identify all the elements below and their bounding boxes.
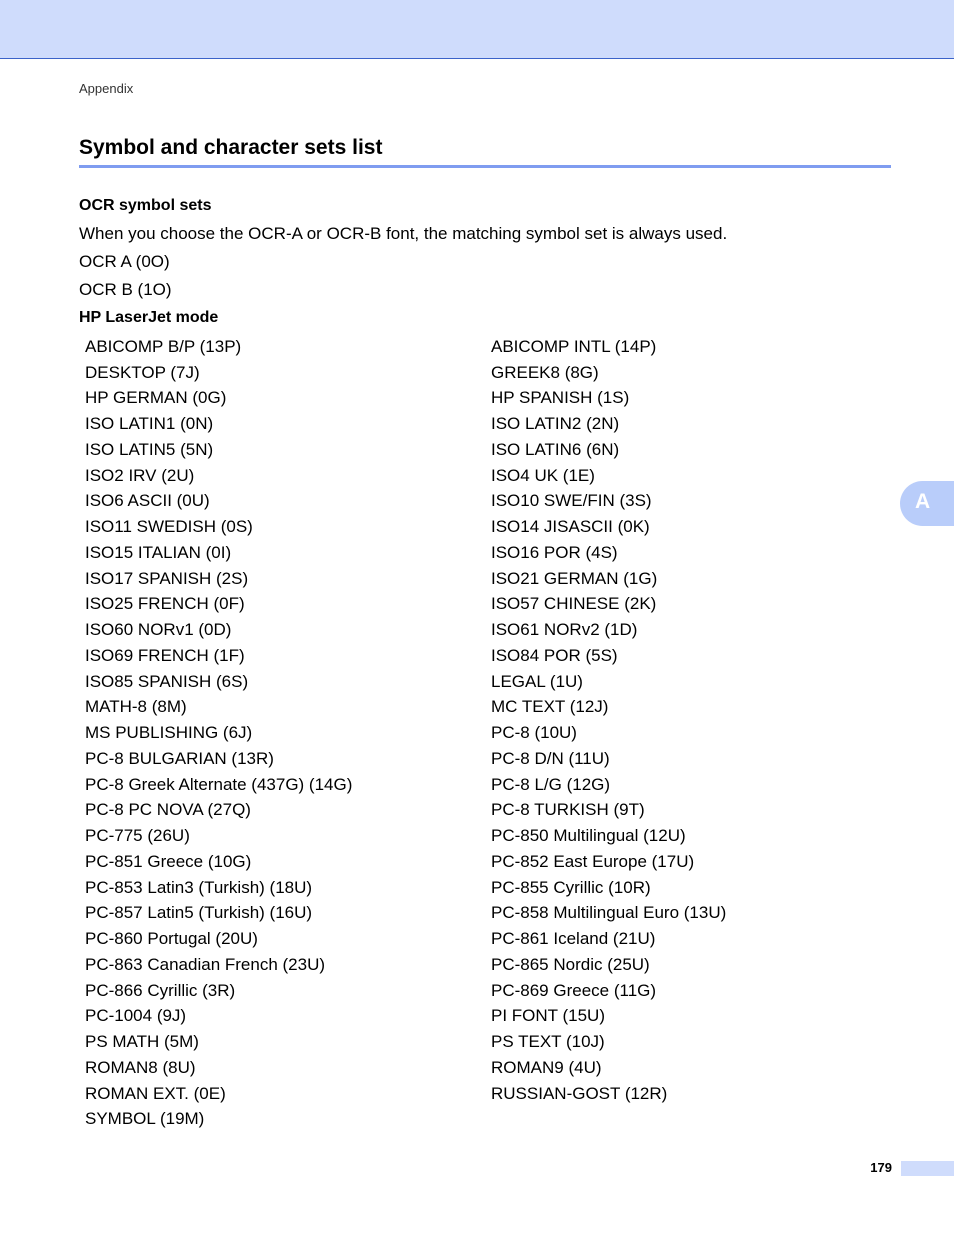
symbol-set-cell: PC-775 (26U) bbox=[85, 826, 190, 846]
symbol-set-cell: PC-1004 (9J) bbox=[85, 1006, 187, 1026]
page-title: Symbol and character sets list bbox=[79, 136, 383, 159]
symbol-set-cell: ROMAN8 (8U) bbox=[85, 1057, 196, 1077]
table-row bbox=[79, 926, 891, 952]
table-row bbox=[79, 875, 891, 901]
symbol-set-cell: PC-863 Canadian French (23U) bbox=[85, 954, 326, 974]
table-row bbox=[79, 617, 891, 643]
symbol-set-cell: ABICOMP B/P (13P) bbox=[85, 336, 242, 356]
page-number: 179 bbox=[870, 1160, 892, 1175]
symbol-set-cell: PC-853 Latin3 (Turkish) (18U) bbox=[85, 877, 313, 897]
symbol-set-cell: PC-8 L/G (12G) bbox=[491, 774, 611, 794]
table-row bbox=[79, 669, 891, 695]
symbol-set-cell: PS MATH (5M) bbox=[85, 1032, 199, 1052]
table-row bbox=[79, 489, 891, 515]
symbol-set-cell: RUSSIAN-GOST (12R) bbox=[491, 1083, 668, 1103]
table-row bbox=[79, 695, 891, 721]
table-row bbox=[79, 592, 891, 618]
symbol-set-cell: PI FONT (15U) bbox=[491, 1006, 605, 1026]
symbol-set-cell: ROMAN EXT. (0E) bbox=[85, 1083, 226, 1103]
symbol-set-cell: MS PUBLISHING (6J) bbox=[85, 723, 253, 743]
table-row bbox=[79, 823, 891, 849]
symbol-set-cell: ISO21 GERMAN (1G) bbox=[491, 568, 658, 588]
symbol-set-cell: ISO6 ASCII (0U) bbox=[85, 491, 210, 511]
table-row bbox=[79, 1004, 891, 1030]
symbol-set-cell: HP SPANISH (1S) bbox=[491, 388, 630, 408]
ocr-item: OCR B (1O) bbox=[79, 280, 172, 299]
symbol-set-cell: ISO25 FRENCH (0F) bbox=[85, 594, 245, 614]
symbol-set-cell: ISO61 NORv2 (1D) bbox=[491, 620, 638, 640]
table-row bbox=[79, 514, 891, 540]
table-row bbox=[79, 463, 891, 489]
symbol-set-cell: PC-8 (10U) bbox=[491, 723, 577, 743]
table-row bbox=[79, 411, 891, 437]
table-row bbox=[79, 720, 891, 746]
appendix-side-tab bbox=[900, 481, 954, 526]
symbol-set-cell: ISO85 SPANISH (6S) bbox=[85, 671, 249, 691]
table-row bbox=[79, 849, 891, 875]
symbol-set-cell: ISO57 CHINESE (2K) bbox=[491, 594, 657, 614]
table-row bbox=[79, 386, 891, 412]
symbol-set-cell: ISO LATIN6 (6N) bbox=[491, 439, 620, 459]
symbol-set-cell: PC-8 D/N (11U) bbox=[491, 748, 610, 768]
table-row bbox=[79, 566, 891, 592]
symbol-set-cell: PC-851 Greece (10G) bbox=[85, 851, 252, 871]
symbol-set-cell: MC TEXT (12J) bbox=[491, 697, 609, 717]
symbol-set-cell: ISO10 SWE/FIN (3S) bbox=[491, 491, 652, 511]
table-row bbox=[79, 798, 891, 824]
symbol-set-cell: ISO15 ITALIAN (0I) bbox=[85, 542, 232, 562]
symbol-set-cell: ISO2 IRV (2U) bbox=[85, 465, 195, 485]
header-band bbox=[0, 0, 954, 59]
table-row bbox=[79, 437, 891, 463]
page-number-bar bbox=[901, 1161, 954, 1176]
table-row bbox=[79, 746, 891, 772]
symbol-set-cell: PC-861 Iceland (21U) bbox=[491, 929, 656, 949]
ocr-heading: OCR symbol sets bbox=[79, 197, 212, 214]
symbol-set-cell: DESKTOP (7J) bbox=[85, 362, 200, 382]
table-row bbox=[79, 643, 891, 669]
table-row bbox=[79, 360, 891, 386]
symbol-set-cell: ISO16 POR (4S) bbox=[491, 542, 618, 562]
hp-heading: HP LaserJet mode bbox=[79, 309, 219, 326]
symbol-set-cell: ISO LATIN2 (2N) bbox=[491, 414, 620, 434]
table-row bbox=[79, 901, 891, 927]
symbol-set-cell: HP GERMAN (0G) bbox=[85, 388, 227, 408]
symbol-set-cell: ROMAN9 (4U) bbox=[491, 1057, 602, 1077]
title-rule bbox=[79, 165, 891, 168]
table-row bbox=[79, 978, 891, 1004]
symbol-set-cell: ISO LATIN5 (5N) bbox=[85, 439, 214, 459]
symbol-set-cell: PC-855 Cyrillic (10R) bbox=[491, 877, 651, 897]
symbol-set-cell: PC-8 BULGARIAN (13R) bbox=[85, 748, 274, 768]
symbol-set-cell: PC-8 PC NOVA (27Q) bbox=[85, 800, 251, 820]
symbol-set-cell: ISO14 JISASCII (0K) bbox=[491, 517, 650, 537]
symbol-set-cell: PS TEXT (10J) bbox=[491, 1032, 605, 1052]
symbol-set-cell: PC-852 East Europe (17U) bbox=[491, 851, 695, 871]
symbol-set-cell bbox=[485, 1107, 891, 1133]
symbol-set-cell: ISO4 UK (1E) bbox=[491, 465, 595, 485]
symbol-set-cell: PC-865 Nordic (25U) bbox=[491, 954, 650, 974]
table-row bbox=[79, 1055, 891, 1081]
table-row bbox=[79, 1081, 891, 1107]
symbol-set-cell: PC-866 Cyrillic (3R) bbox=[85, 980, 236, 1000]
symbol-set-cell: PC-8 Greek Alternate (437G) (14G) bbox=[85, 774, 353, 794]
symbol-set-cell: ISO84 POR (5S) bbox=[491, 645, 618, 665]
ocr-intro: When you choose the OCR-A or OCR-B font, the matching symbol set is always used. bbox=[79, 224, 728, 243]
symbol-set-cell: MATH-8 (8M) bbox=[85, 697, 187, 717]
symbol-set-cell: PC-857 Latin5 (Turkish) (16U) bbox=[85, 903, 313, 923]
table-row bbox=[79, 1029, 891, 1055]
table-row bbox=[79, 540, 891, 566]
symbol-set-cell: SYMBOL (19M) bbox=[85, 1109, 205, 1129]
symbol-set-cell: ISO69 FRENCH (1F) bbox=[85, 645, 245, 665]
symbol-set-cell: GREEK8 (8G) bbox=[491, 362, 599, 382]
symbol-set-cell: PC-850 Multilingual (12U) bbox=[491, 826, 686, 846]
running-head: Appendix bbox=[79, 81, 134, 96]
symbol-set-cell: ISO LATIN1 (0N) bbox=[85, 414, 214, 434]
ocr-item: OCR A (0O) bbox=[79, 252, 170, 271]
symbol-set-cell: ISO60 NORv1 (0D) bbox=[85, 620, 232, 640]
table-row bbox=[79, 952, 891, 978]
symbol-set-cell: ISO17 SPANISH (2S) bbox=[85, 568, 249, 588]
symbol-set-cell: PC-8 TURKISH (9T) bbox=[491, 800, 645, 820]
symbol-set-cell: LEGAL (1U) bbox=[491, 671, 583, 691]
side-tab-label: A bbox=[915, 490, 931, 513]
symbol-set-cell: ABICOMP INTL (14P) bbox=[491, 336, 657, 356]
table-row bbox=[79, 1107, 891, 1133]
symbol-sets-table bbox=[79, 334, 891, 1132]
table-row bbox=[79, 772, 891, 798]
symbol-set-cell: PC-860 Portugal (20U) bbox=[85, 929, 258, 949]
table-row bbox=[79, 334, 891, 360]
symbol-set-cell: ISO11 SWEDISH (0S) bbox=[85, 517, 253, 537]
symbol-set-cell: PC-869 Greece (11G) bbox=[491, 980, 657, 1000]
symbol-set-cell: PC-858 Multilingual Euro (13U) bbox=[491, 903, 727, 923]
